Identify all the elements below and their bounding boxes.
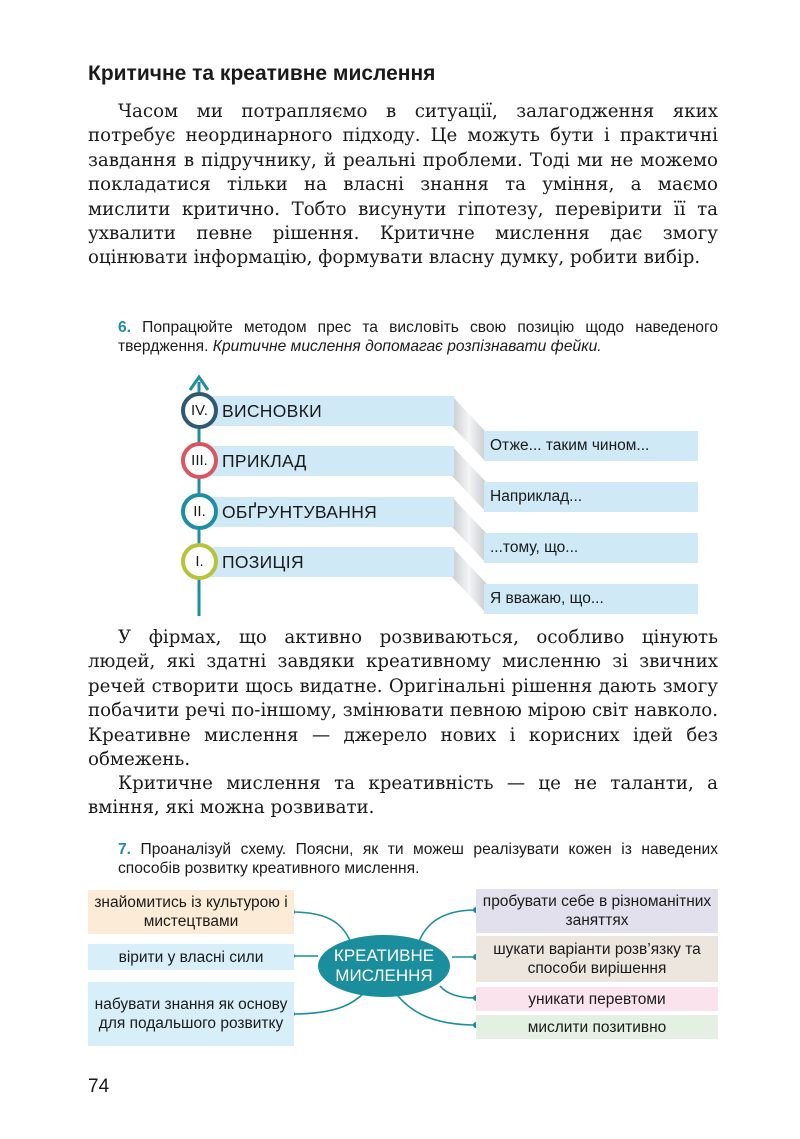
page-number: 74 [88, 1076, 110, 1097]
task-6-text: Попрацюйте методом прес та висловіть свою позицію щодо наведеного твердження. [118, 319, 718, 355]
creative-paragraph: У фірмах, що активно розвиваються, особливо цінують людей, які здатні завдяки креативному мисленню зі звичних речей створити щось видатне. Оригінальні рішення дають змогу побачити речі по-іншому, змінювати певною мірою світ навколо. Креативне мислення — джерело нових і корисних ідей без обмежень. [88, 627, 718, 771]
task-7-text: Проаналізуй схему. Поясни, як ти можеш реалізувати кожен із наведених способів розвитку креативного мислення. [118, 841, 718, 877]
roman-numeral-circle: I. [181, 543, 218, 580]
scheme-left-box: набувати знання як основу для подальшого розвитку [88, 982, 294, 1046]
pres-step-label: ОБҐРУНТУВАННЯ [222, 502, 378, 522]
scheme-left-box: знайомитись із культурою і мистецтвами [88, 890, 294, 934]
pres-step-label: ПОЗИЦІЯ [222, 552, 304, 572]
scheme-left-box: вірити у власні сили [88, 944, 294, 970]
roman-numeral-circle: II. [181, 493, 218, 530]
pres-step-label: ВИСНОВКИ [222, 401, 322, 421]
scheme-center-oval: КРЕАТИВНЕ МИСЛЕННЯ [318, 935, 450, 997]
section-heading: Критичне та креативне мислення [88, 62, 436, 85]
roman-numeral-circle: IV. [181, 392, 218, 429]
pres-phrase-box: ...тому, що... [484, 533, 698, 563]
task-6-statement: Критичне мислення допомагає розпізнавати фейки. [212, 338, 602, 355]
connector-line [398, 996, 476, 1025]
scheme-right-box: шукати варіанти розв’язку та способи вирішення [476, 936, 718, 982]
pres-step-label: ПРИКЛАД [222, 451, 307, 471]
pres-phrase-box: Отже... таким чином... [484, 431, 698, 461]
scheme-right-box: пробувати себе в різноманітних заняттях [476, 889, 718, 933]
conclusion-paragraph: Критичне мислення та креативність — це не таланти, а вміння, які можна розвивати. [88, 773, 718, 819]
roman-numeral-circle: III. [181, 442, 218, 479]
scheme-right-box: уникати перевтоми [476, 987, 718, 1011]
connector-line [440, 986, 476, 998]
connector-line [418, 910, 476, 944]
connector-line [292, 992, 365, 1014]
task-6-number: 6. [118, 319, 132, 336]
scheme-right-box: мислити позитивно [476, 1015, 718, 1039]
intro-paragraph: Часом ми потрапляємо в ситуації, залагодження яких потребує неординарного підходу. Це можуть бути і практичні завдання в підручнику, й реальні проблеми. Тоді ми не можемо покладатися тільки на власні знання та уміння, а маємо мислити критично. Тобто висунути гіпотезу, перевірити її та ухвалити певне рішення. Критичне мислення дає змогу оцінювати інформацію, формувати власну думку, робити вибір. [88, 101, 718, 269]
task-7-number: 7. [118, 841, 132, 858]
task-7 [118, 840, 718, 878]
pres-phrase-box: Наприклад... [484, 482, 698, 512]
pres-phrase-box: Я вважаю, що... [484, 584, 698, 614]
